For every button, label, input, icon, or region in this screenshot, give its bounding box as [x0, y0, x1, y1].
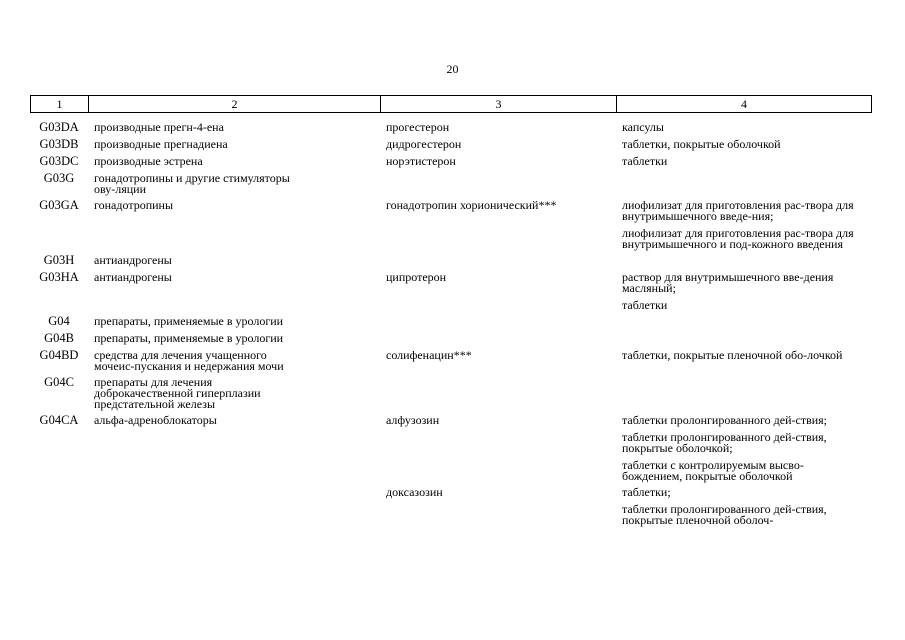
anatomical-therapeutic-group: препараты, применяемые в урологии — [94, 331, 284, 345]
drug-table-body — [30, 121, 872, 530]
dosage-form-item: капсулы — [622, 120, 664, 134]
anatomical-therapeutic-group: альфа-адреноблокаторы — [94, 413, 217, 427]
atc-code: G04C — [44, 375, 74, 389]
table-row — [30, 332, 872, 345]
drug-name: гонадотропин хорионический*** — [386, 198, 557, 212]
drug-name — [380, 254, 616, 255]
dosage-forms — [616, 199, 870, 250]
table-row — [30, 254, 872, 267]
dosage-form-item: таблетки — [622, 154, 668, 168]
dosage-form-item: таблетки пролонгированного дей-ствия, покрытые пленочной оболоч- — [622, 502, 827, 527]
anatomical-therapeutic-group: антиандрогены — [94, 253, 172, 267]
anatomical-therapeutic-group: гонадотропины — [94, 198, 174, 212]
anatomical-therapeutic-group: препараты, применяемые в урологии — [94, 314, 284, 328]
table-row — [30, 155, 872, 168]
dosage-forms — [616, 121, 870, 133]
anatomical-therapeutic-group: антиандрогены — [94, 270, 172, 284]
table-row — [30, 271, 872, 311]
atc-code: G04B — [44, 331, 74, 345]
atc-code: G03HA — [39, 270, 79, 284]
atc-code: G03DB — [39, 137, 79, 151]
dosage-forms — [616, 486, 870, 526]
atc-code: G03DA — [39, 120, 79, 134]
dosage-form-item: таблетки; — [622, 485, 671, 499]
dosage-form-item: таблетки — [622, 298, 668, 312]
dosage-forms — [616, 349, 870, 361]
drug-name: солифенацин*** — [386, 348, 472, 362]
column-header-4: 4 — [741, 97, 747, 111]
dosage-forms — [616, 172, 870, 173]
drug-name: ципротерон — [386, 270, 447, 284]
table-row — [30, 414, 872, 482]
table-row — [30, 376, 872, 410]
anatomical-therapeutic-group: гонадотропины и другие стимуляторы ову-ляции — [94, 171, 290, 196]
atc-code: G03GA — [39, 198, 79, 212]
table-row — [30, 199, 872, 250]
anatomical-therapeutic-group: средства для лечения учащенного мочеис-пускания и недержания мочи — [94, 348, 284, 373]
atc-code: G04BD — [39, 348, 79, 362]
dosage-forms — [616, 315, 870, 316]
anatomical-therapeutic-group: производные эстрена — [94, 154, 203, 168]
dosage-form-item: таблетки, покрытые пленочной обо-лочкой — [622, 348, 843, 362]
drug-name: норэтистерон — [386, 154, 456, 168]
atc-code: G03H — [43, 253, 75, 267]
page-number: 20 — [446, 62, 459, 76]
column-header-2: 2 — [89, 96, 381, 112]
dosage-forms — [616, 414, 870, 482]
dosage-form-item: таблетки пролонгированного дей-ствия; — [622, 413, 828, 427]
dosage-form-item: таблетки пролонгированного дей-ствия, покрытые оболочкой; — [622, 430, 827, 455]
drug-name: алфузозин — [386, 413, 440, 427]
drug-name: дидрогестерон — [386, 137, 462, 151]
dosage-form-item: таблетки с контролируемым высво-бождением, покрытые оболочкой — [622, 458, 804, 483]
table-row — [30, 138, 872, 151]
dosage-forms — [616, 332, 870, 333]
anatomical-therapeutic-group — [88, 486, 380, 487]
atc-code: G04CA — [39, 413, 79, 427]
table-row — [30, 486, 872, 526]
table-row — [30, 172, 872, 195]
dosage-form-item: таблетки, покрытые оболочкой — [622, 137, 781, 151]
drug-name: прогестерон — [386, 120, 450, 134]
dosage-forms — [616, 138, 870, 150]
column-header-3: 3 — [381, 96, 617, 112]
drug-name: доксазозин — [386, 485, 443, 499]
atc-code: G03DC — [39, 154, 79, 168]
dosage-form-item: лиофилизат для приготовления рас-твора для внутримышечного и под-кожного введения — [622, 226, 854, 251]
dosage-forms — [616, 155, 870, 167]
dosage-forms — [616, 271, 870, 311]
column-header-1: 1 — [31, 96, 89, 112]
drug-name — [380, 315, 616, 316]
dosage-forms — [616, 376, 870, 377]
table-row — [30, 315, 872, 328]
atc-code: G03G — [43, 171, 75, 185]
dosage-forms — [616, 254, 870, 255]
drug-name — [380, 172, 616, 173]
table-row — [30, 121, 872, 134]
anatomical-therapeutic-group: производные прегнадиена — [94, 137, 228, 151]
atc-code: G04 — [48, 314, 70, 328]
anatomical-therapeutic-group: препараты для лечения доброкачественной гиперплазии предстательной железы — [94, 375, 261, 411]
drug-name — [380, 376, 616, 377]
dosage-form-item: раствор для внутримышечного вве-дения масляный; — [622, 270, 834, 295]
drug-name — [380, 332, 616, 333]
dosage-form-item: лиофилизат для приготовления рас-твора для внутримышечного введе-ния; — [622, 198, 854, 223]
table-row — [30, 349, 872, 372]
anatomical-therapeutic-group: производные прегн-4-ена — [94, 120, 224, 134]
column-header-row — [30, 95, 872, 113]
